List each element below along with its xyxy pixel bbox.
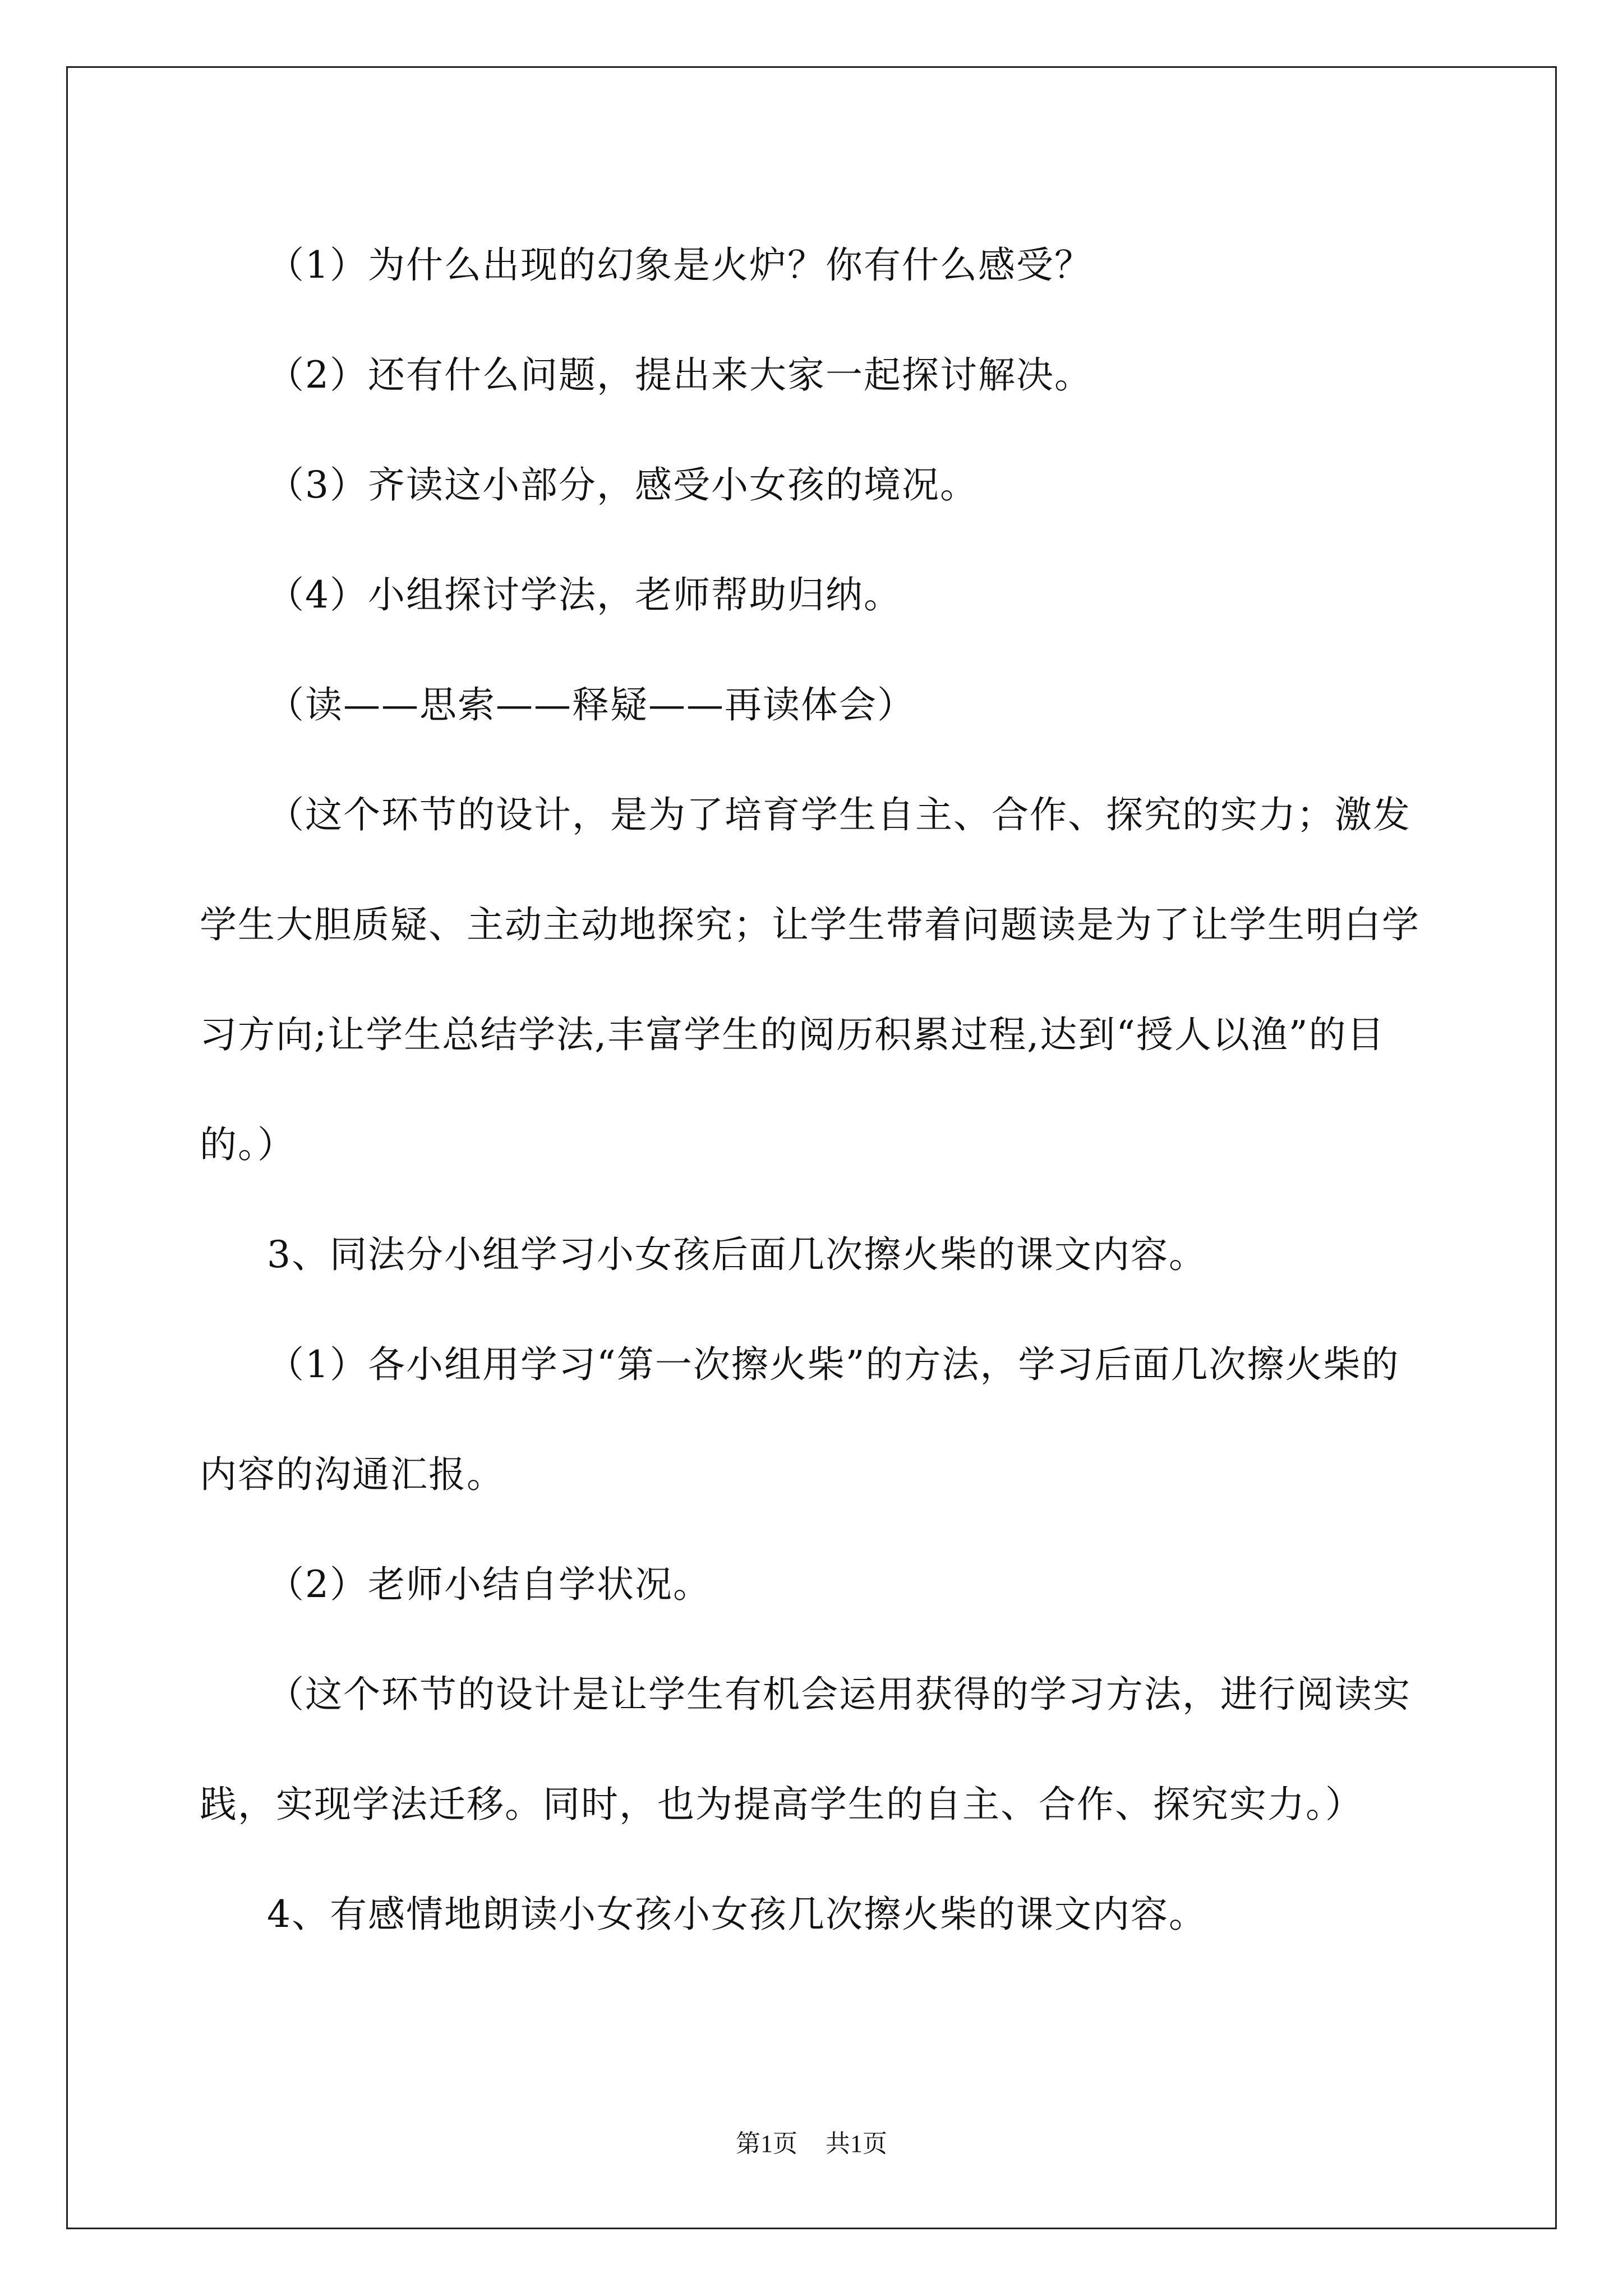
document-body (200, 210, 1427, 1970)
paragraph: 3、同法分小组学习小女孩后面几次擦火柴的课文内容。 (267, 1233, 1207, 1276)
page-number: 第1页 (736, 2130, 797, 2157)
paragraph: （这个环节的设计是让学生有机会运用获得的学习方法，进行阅读实践，实现学法迁移。同时，也为提高学生的自主、合作、探究实力。） (200, 1673, 1411, 1826)
paragraph: （读——思索——释疑——再读体会） (267, 683, 915, 726)
paragraph: （3）齐读这小部分，感受小女孩的境况。 (267, 463, 978, 507)
paragraph: （这个环节的设计，是为了培育学生自主、合作、探究的实力；激发学生大胆质疑、主动主动地探究；让学生带着问题读是为了让学生明白学习方向;让学生总结学法,丰富学生的阅历积累过程,达到“授人以渔”的目的。） (200, 793, 1420, 1166)
paragraph: （2）还有什么问题，提出来大家一起探讨解决。 (267, 353, 1092, 397)
page-total: 共1页 (826, 2130, 887, 2157)
paragraph: 4、有感情地朗读小女孩小女孩几次擦火柴的课文内容。 (267, 1893, 1207, 1936)
paragraph: （4）小组探讨学法，老师帮助归纳。 (267, 573, 902, 616)
paragraph: （2）老师小结自学状况。 (267, 1563, 711, 1606)
paragraph: （1）为什么出现的幻象是火炉？你有什么感受？ (267, 243, 1092, 287)
paragraph: （1）各小组用学习“第一次擦火柴”的方法，学习后面几次擦火柴的内容的沟通汇报。 (200, 1343, 1400, 1496)
page-footer (0, 2123, 1623, 2159)
